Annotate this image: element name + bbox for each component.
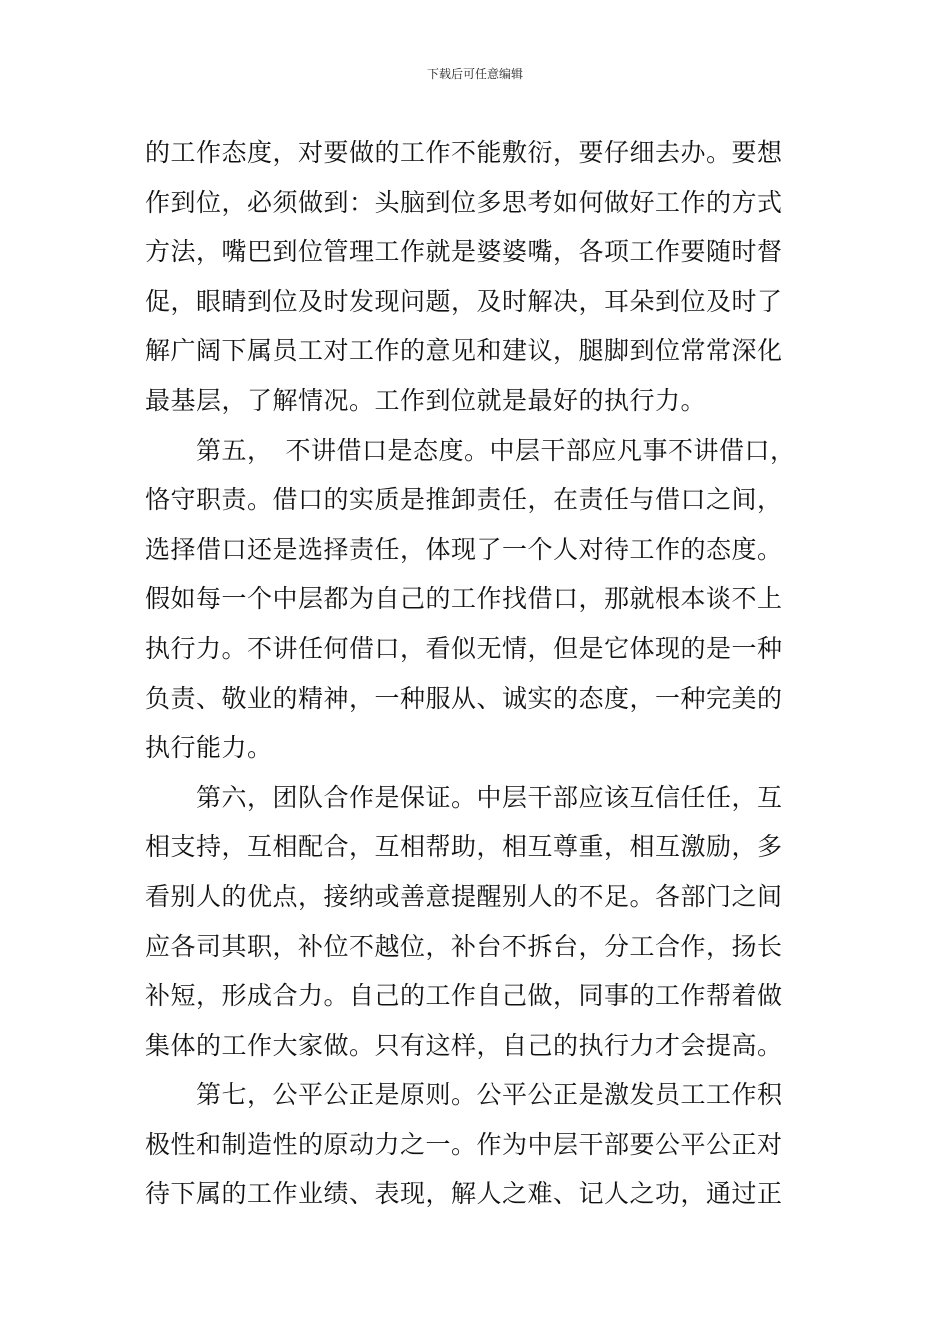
text-line: 相支持，互相配合，互相帮助，相互尊重，相互激励，多 — [145, 832, 783, 862]
text-line: 补短，形成合力。自己的工作自己做，同事的工作帮着做 — [145, 981, 783, 1011]
text-line: 选择借口还是选择责任，体现了一个人对待工作的态度。 — [145, 534, 783, 564]
text-line: 第六，团队合作是保证。中层干部应该互信任任，互 — [145, 782, 783, 812]
text-line: 极性和制造性的原动力之一。作为中层干部要公平公正对 — [145, 1129, 783, 1159]
text-line: 待下属的工作业绩、表现，解人之难、记人之功，通过正 — [145, 1179, 783, 1209]
text-line: 执行力。不讲任何借口，看似无情，但是它体现的是一种 — [145, 633, 783, 663]
text-line: 假如每一个中层都为自己的工作找借口，那就根本谈不上 — [145, 584, 783, 614]
page-header: 下载后可任意编辑 — [426, 67, 523, 81]
document-body — [145, 128, 807, 1219]
text-line: 集体的工作大家做。只有这样，自己的执行力才会提高。 — [145, 1030, 783, 1060]
text-line: 第七，公平公正是原则。公平公正是激发员工工作积 — [145, 1080, 783, 1110]
text-line: 方法，嘴巴到位管理工作就是婆婆嘴，各项工作要随时督 — [145, 237, 783, 267]
text-line: 看别人的优点，接纳或善意提醒别人的不足。各部门之间 — [145, 881, 783, 911]
text-line: 最基层，了解情况。工作到位就是最好的执行力。 — [145, 385, 707, 415]
text-line: 恪守职责。借口的实质是推卸责任，在责任与借口之间， — [145, 485, 783, 515]
text-line: 解广阔下属员工对工作的意见和建议，腿脚到位常常深化 — [145, 336, 783, 366]
text-line: 应各司其职，补位不越位，补台不拆台，分工合作，扬长 — [145, 931, 783, 961]
text-line: 执行能力。 — [145, 733, 273, 763]
text-line: 第五， 不讲借口是态度。中层干部应凡事不讲借口， — [145, 435, 796, 465]
text-line: 促，眼睛到位及时发现问题，及时解决，耳朵到位及时了 — [145, 286, 783, 316]
text-line: 负责、敬业的精神，一种服从、诚实的态度，一种完美的 — [145, 683, 783, 713]
text-line: 作到位，必须做到：头脑到位多思考如何做好工作的方式 — [145, 187, 783, 217]
text-line: 的工作态度，对要做的工作不能敷衍，要仔细去办。要想 — [145, 138, 783, 167]
